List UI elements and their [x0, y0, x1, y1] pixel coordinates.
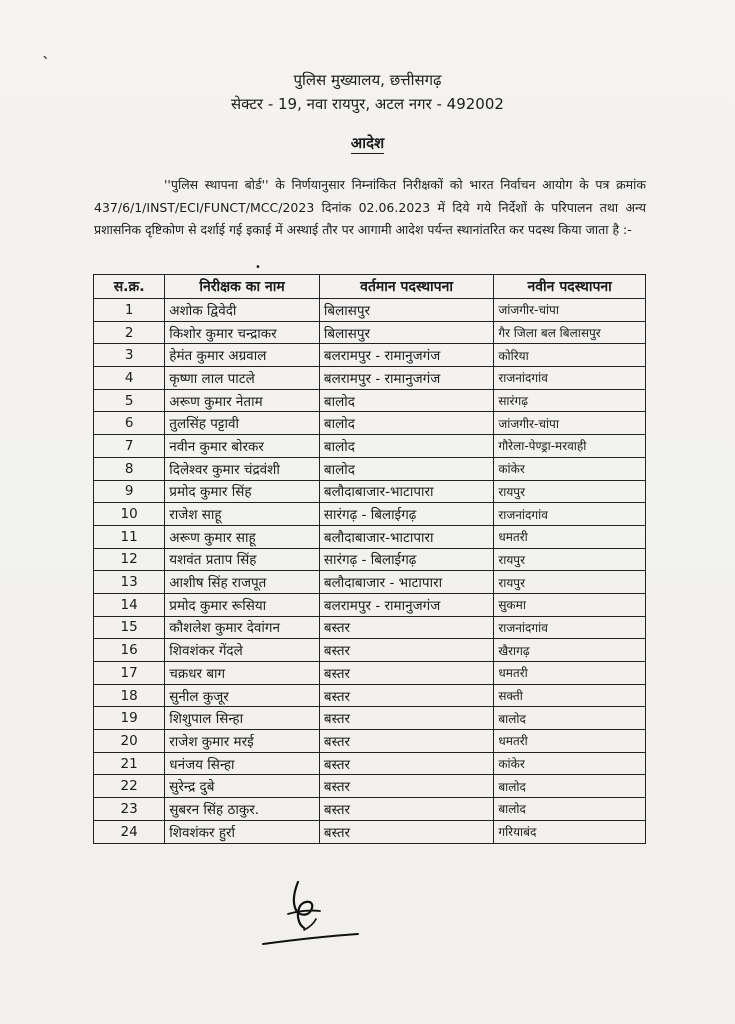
name-cell: धनंजय सिन्हा: [165, 752, 320, 775]
name-cell: प्रमोद कुमार रूसिया: [165, 593, 320, 616]
current-posting-cell: बस्तर: [319, 820, 493, 843]
name-cell: नवीन कुमार बोरकर: [165, 435, 320, 458]
current-posting-cell: बलौदाबाजार-भाटापारा: [319, 525, 493, 548]
table-row: [94, 321, 646, 344]
stray-mark: ˋ: [42, 54, 50, 73]
table-row: [94, 435, 646, 458]
name-cell: आशीष सिंह राजपूत: [165, 571, 320, 594]
table-row: [94, 616, 646, 639]
serial-cell: 14: [94, 593, 165, 616]
name-cell: सुबरन सिंह ठाकुर.: [165, 798, 320, 821]
table-row: [94, 525, 646, 548]
current-posting-cell: बस्तर: [319, 662, 493, 685]
table-row: [94, 412, 646, 435]
new-posting-cell: कांकेर: [494, 752, 646, 775]
new-posting-cell: गौरेला-पेण्ड्रा-मरवाही: [494, 435, 646, 458]
current-posting-cell: बस्तर: [319, 684, 493, 707]
current-posting-cell: बलौदाबाजार - भाटापारा: [319, 571, 493, 594]
new-posting-cell: कोरिया: [494, 344, 646, 367]
header-name: निरीक्षक का नाम: [165, 275, 320, 299]
table-row: [94, 684, 646, 707]
table-row: [94, 480, 646, 503]
table-row: [94, 457, 646, 480]
table-row: [94, 730, 646, 753]
table-row: [94, 548, 646, 571]
new-posting-cell: रायपुर: [494, 548, 646, 571]
table-row: [94, 367, 646, 390]
name-cell: कृष्णा लाल पाटले: [165, 367, 320, 390]
new-posting-cell: रायपुर: [494, 480, 646, 503]
name-cell: अरूण कुमार साहू: [165, 525, 320, 548]
new-posting-cell: कांकेर: [494, 457, 646, 480]
table-row: [94, 798, 646, 821]
serial-cell: 17: [94, 662, 165, 685]
serial-cell: 20: [94, 730, 165, 753]
order-title: [0, 133, 735, 153]
office-name: पुलिस मुख्यालय, छत्तीसगढ़: [293, 71, 442, 89]
new-posting-cell: जांजगीर-चांपा: [494, 412, 646, 435]
current-posting-cell: बलौदाबाजार-भाटापारा: [319, 480, 493, 503]
serial-cell: 24: [94, 820, 165, 843]
intro-text: ''पुलिस स्थापना बोर्ड'' के निर्णयानुसार निम्नांकित निरीक्षकों को भारत निर्वाचन आयोग के पत्र क्रमांक 437/6/1/INST/ECI/FUNCT/MCC/2023 दिनांक 02.06.2023 में दिये गये निर्देशों के परिपालन तथा अन्य प्रशासनिक दृष्टिकोण से दर्शाई गई इकाई में अस्थाई तौर पर आगामी आदेश पर्यन्त स्थानांतरित कर पदस्थ किया जाता है :-: [94, 177, 646, 237]
serial-cell: 15: [94, 616, 165, 639]
serial-cell: 5: [94, 389, 165, 412]
new-posting-cell: गैर जिला बल बिलासपुर: [494, 321, 646, 344]
current-posting-cell: बलरामपुर - रामानुजगंज: [319, 593, 493, 616]
order-title-text: आदेश: [350, 134, 385, 152]
new-posting-cell: गरियाबंद: [494, 820, 646, 843]
current-posting-cell: बस्तर: [319, 775, 493, 798]
table-row: [94, 707, 646, 730]
new-posting-cell: बालोद: [494, 775, 646, 798]
table-body: [94, 299, 646, 844]
serial-cell: 11: [94, 525, 165, 548]
intro-paragraph: [94, 174, 646, 242]
new-posting-cell: धमतरी: [494, 525, 646, 548]
officer-signature: [258, 870, 368, 950]
current-posting-cell: बालोद: [319, 435, 493, 458]
serial-cell: 2: [94, 321, 165, 344]
serial-cell: 9: [94, 480, 165, 503]
serial-cell: 1: [94, 299, 165, 322]
current-posting-cell: बिलासपुर: [319, 321, 493, 344]
serial-cell: 3: [94, 344, 165, 367]
serial-cell: 13: [94, 571, 165, 594]
serial-cell: 10: [94, 503, 165, 526]
name-cell: शिवशंकर हुर्रा: [165, 820, 320, 843]
table-row: [94, 820, 646, 843]
serial-cell: 21: [94, 752, 165, 775]
office-address: सेक्टर - 19, नवा रायपुर, अटल नगर - 492002: [231, 95, 504, 113]
serial-cell: 23: [94, 798, 165, 821]
table-header-row: [94, 275, 646, 299]
table-row: [94, 593, 646, 616]
header-current-posting: वर्तमान पदस्थापना: [319, 275, 493, 299]
new-posting-cell: राजनांदगांव: [494, 616, 646, 639]
name-cell: राजेश कुमार मरई: [165, 730, 320, 753]
name-cell: तुलसिंह पट्टावी: [165, 412, 320, 435]
table-row: [94, 389, 646, 412]
new-posting-cell: सक्ती: [494, 684, 646, 707]
current-posting-cell: बस्तर: [319, 798, 493, 821]
name-cell: शिशुपाल सिन्हा: [165, 707, 320, 730]
serial-cell: 16: [94, 639, 165, 662]
new-posting-cell: बालोद: [494, 707, 646, 730]
new-posting-cell: बालोद: [494, 798, 646, 821]
current-posting-cell: बलरामपुर - रामानुजगंज: [319, 367, 493, 390]
new-posting-cell: सारंगढ़: [494, 389, 646, 412]
new-posting-cell: सुकमा: [494, 593, 646, 616]
current-posting-cell: सारंगढ़ - बिलाईगढ़: [319, 548, 493, 571]
table-row: [94, 775, 646, 798]
name-cell: कौशलेश कुमार देवांगन: [165, 616, 320, 639]
name-cell: सुरेन्द्र दुबे: [165, 775, 320, 798]
current-posting-cell: बलरामपुर - रामानुजगंज: [319, 344, 493, 367]
name-cell: राजेश साहू: [165, 503, 320, 526]
current-posting-cell: बस्तर: [319, 752, 493, 775]
new-posting-cell: रायपुर: [494, 571, 646, 594]
serial-cell: 4: [94, 367, 165, 390]
current-posting-cell: बालोद: [319, 457, 493, 480]
name-cell: हेमंत कुमार अग्रवाल: [165, 344, 320, 367]
name-cell: शिवशंकर गेंदले: [165, 639, 320, 662]
current-posting-cell: बस्तर: [319, 707, 493, 730]
table-row: [94, 639, 646, 662]
header-serial: स.क्र.: [94, 275, 165, 299]
header-new-posting: नवीन पदस्थापना: [494, 275, 646, 299]
name-cell: अरूण कुमार नेताम: [165, 389, 320, 412]
new-posting-cell: राजनांदगांव: [494, 503, 646, 526]
table-row: [94, 571, 646, 594]
current-posting-cell: बस्तर: [319, 616, 493, 639]
serial-cell: 22: [94, 775, 165, 798]
name-cell: यशवंत प्रताप सिंह: [165, 548, 320, 571]
new-posting-cell: धमतरी: [494, 730, 646, 753]
transfer-table: [93, 274, 646, 844]
table-row: [94, 752, 646, 775]
current-posting-cell: बालोद: [319, 412, 493, 435]
current-posting-cell: बस्तर: [319, 730, 493, 753]
name-cell: प्रमोद कुमार सिंह: [165, 480, 320, 503]
current-posting-cell: बिलासपुर: [319, 299, 493, 322]
new-posting-cell: जांजगीर-चांपा: [494, 299, 646, 322]
current-posting-cell: बालोद: [319, 389, 493, 412]
serial-cell: 6: [94, 412, 165, 435]
name-cell: किशोर कुमार चन्द्राकर: [165, 321, 320, 344]
table-row: [94, 344, 646, 367]
name-cell: दिलेश्वर कुमार चंद्रवंशी: [165, 457, 320, 480]
current-posting-cell: सारंगढ़ - बिलाईगढ़: [319, 503, 493, 526]
current-posting-cell: बस्तर: [319, 639, 493, 662]
new-posting-cell: राजनांदगांव: [494, 367, 646, 390]
serial-cell: 19: [94, 707, 165, 730]
name-cell: सुनील कुजूर: [165, 684, 320, 707]
new-posting-cell: खैरागढ़: [494, 639, 646, 662]
table-row: [94, 503, 646, 526]
serial-cell: 8: [94, 457, 165, 480]
table-row: [94, 662, 646, 685]
serial-cell: 12: [94, 548, 165, 571]
new-posting-cell: धमतरी: [494, 662, 646, 685]
name-cell: अशोक द्विवेदी: [165, 299, 320, 322]
name-cell: चक्रधर बाग: [165, 662, 320, 685]
stray-mark: •: [255, 262, 261, 273]
serial-cell: 18: [94, 684, 165, 707]
serial-cell: 7: [94, 435, 165, 458]
table-row: [94, 299, 646, 322]
